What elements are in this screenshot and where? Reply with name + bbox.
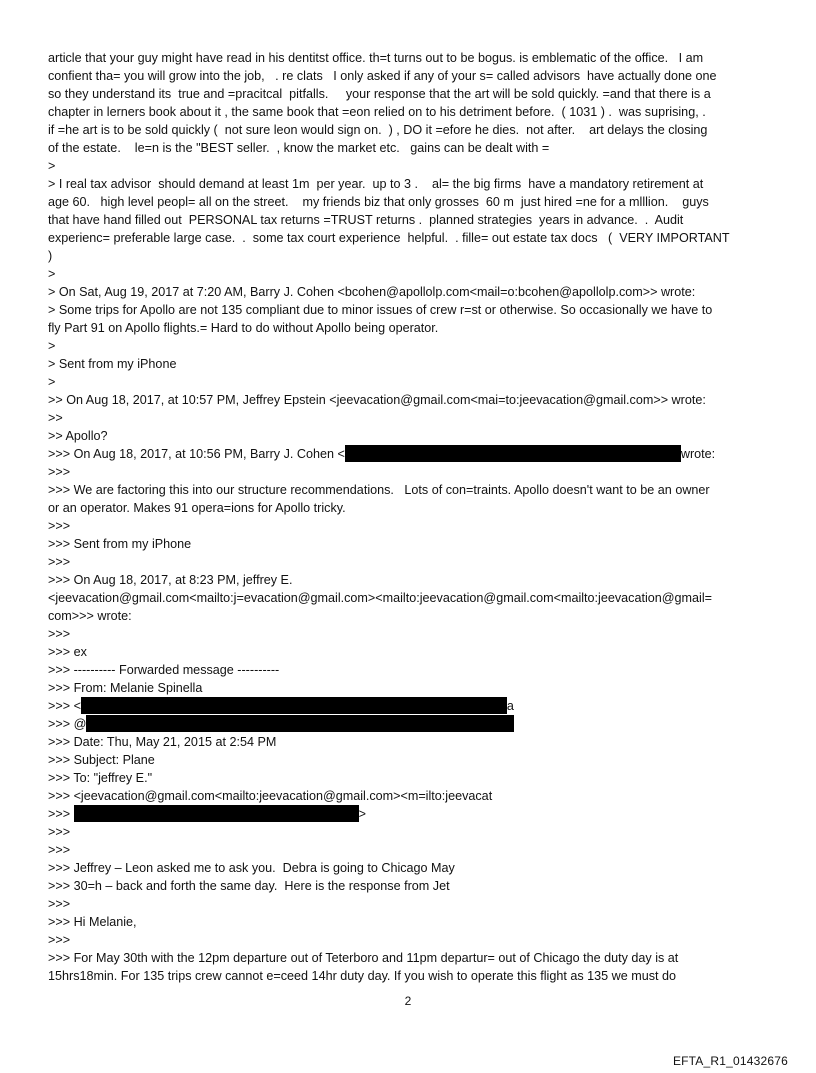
text-line: > <box>48 267 56 281</box>
text-line: age 60. high level peopl= all on the street. my friends biz that only grosses 60 m just hired =ne for a mlllion. guys <box>48 195 709 209</box>
text-line: >> <box>48 411 63 425</box>
text-line: >>> ---------- Forwarded message ---------- <box>48 663 280 677</box>
text-line: > <box>48 375 56 389</box>
text-line: >>> Hi Melanie, <box>48 915 137 929</box>
text-line: chapter in lerners book about it , the same book that =eon relied on to his detriment before. ( 1031 ) . was suprising, . <box>48 105 706 119</box>
text-line: 15hrs18min. For 135 trips crew cannot e=ceed 14hr duty day. If you wish to operate this flight as 135 we must do <box>48 969 677 983</box>
text-fragment: >>> <box>48 807 71 821</box>
text-fragment: >>> On Aug 18, 2017, at 10:56 PM, Barry J. Cohen < <box>48 447 345 461</box>
redaction-block <box>345 445 681 462</box>
text-fragment: >>> < <box>48 699 81 713</box>
text-line: >>> <box>48 465 71 479</box>
text-line: >>> For May 30th with the 12pm departure out of Teterboro and 11pm departur= out of Chicago the duty day is at <box>48 951 679 965</box>
text-line: > Some trips for Apollo are not 135 compliant due to minor issues of crew r=st or otherwise. So occasionally we have to <box>48 303 713 317</box>
text-line: fly Part 91 on Apollo flights.= Hard to do without Apollo being operator. <box>48 321 439 335</box>
text-line: > Sent from my iPhone <box>48 357 177 371</box>
text-line: >>> <box>48 933 71 947</box>
text-line: >>> Subject: Plane <box>48 753 155 767</box>
text-line: >>> Jeffrey – Leon asked me to ask you. Debra is going to Chicago May <box>48 861 455 875</box>
redaction-block <box>86 715 514 732</box>
text-line: >> Apollo? <box>48 429 108 443</box>
text-line: >>> <box>48 897 71 911</box>
text-fragment: > <box>358 807 366 821</box>
text-line: > <box>48 159 56 173</box>
text-line: >>> <box>48 843 71 857</box>
text-line: > On Sat, Aug 19, 2017 at 7:20 AM, Barry J. Cohen <bcohen@apollolp.com<mail=o:bcohen@apollolp.com>> wrote: <box>48 285 696 299</box>
text-line: >>> To: "jeffrey E." <box>48 771 153 785</box>
redacted-line <box>48 715 770 733</box>
text-line: > <box>48 339 56 353</box>
page-number: 2 <box>404 994 412 1008</box>
text-line: >> On Aug 18, 2017, at 10:57 PM, Jeffrey Epstein <jeevacation@gmail.com<mai=to:jeevacation@gmail.com>> wrote: <box>48 393 706 407</box>
redaction-block <box>81 697 507 714</box>
text-line: >>> <box>48 627 71 641</box>
text-line: >>> 30=h – back and forth the same day. Here is the response from Jet <box>48 879 450 893</box>
text-line: >>> From: Melanie Spinella <box>48 681 203 695</box>
text-line: >>> <box>48 555 71 569</box>
text-line: if =he art is to be sold quickly ( not sure leon would sign on. ) , DO it =efore he dies. not after. art delays the closing <box>48 123 708 137</box>
text-line: ) <box>48 249 53 263</box>
redacted-line <box>48 805 770 823</box>
text-line: >>> <jeevacation@gmail.com<mailto:jeevacation@gmail.com><m=ilto:jeevacat <box>48 789 493 803</box>
text-line: <jeevacation@gmail.com<mailto:j=evacation@gmail.com><mailto:jeevacation@gmail.com<mailto:jeevacation@gmail= <box>48 591 712 605</box>
text-line: com>>> wrote: <box>48 609 132 623</box>
text-line: >>> ex <box>48 645 87 659</box>
text-line: article that your guy might have read in his dentitst office. th=t turns out to be bogus. is emblematic of the office. I am <box>48 51 704 65</box>
text-line: confient tha= you will grow into the job, . re clats I only asked if any of your s= called advisors have actually done one <box>48 69 717 83</box>
text-line: >>> On Aug 18, 2017, at 8:23 PM, jeffrey E. <box>48 573 293 587</box>
text-line: of the estate. le=n is the "BEST seller. , know the market etc. gains can be dealt with = <box>48 141 550 155</box>
text-line: >>> <box>48 825 71 839</box>
bates-number: EFTA_R1_01432676 <box>672 1054 788 1068</box>
redacted-line <box>48 697 770 715</box>
text-fragment: a <box>506 699 514 713</box>
text-line: >>> Date: Thu, May 21, 2015 at 2:54 PM <box>48 735 277 749</box>
text-line: > I real tax advisor should demand at least 1m per year. up to 3 . al= the big firms have a mandatory retirement at <box>48 177 704 191</box>
text-line: that have hand filled out PERSONAL tax returns =TRUST returns . planned strategies years in advance. . Audit <box>48 213 684 227</box>
text-line: experienc= preferable large case. . some tax court experience helpful. . fille= out estate tax docs ( VERY IMPORTANT <box>48 231 730 245</box>
redaction-block <box>74 805 359 822</box>
email-body <box>48 49 770 1003</box>
text-fragment: >>> @ <box>48 717 87 731</box>
text-line: so they understand its true and =pracitcal pitfalls. your response that the art will be sold quickly. =and that there is a <box>48 87 711 101</box>
text-line: or an operator. Makes 91 opera=ions for Apollo tricky. <box>48 501 346 515</box>
text-fragment: wrote: <box>680 447 716 461</box>
text-line: >>> <box>48 519 71 533</box>
text-line: >>> Sent from my iPhone <box>48 537 192 551</box>
text-line: >>> We are factoring this into our structure recommendations. Lots of con=traints. Apollo doesn't want to be an owner <box>48 483 710 497</box>
redacted-line <box>48 445 770 463</box>
